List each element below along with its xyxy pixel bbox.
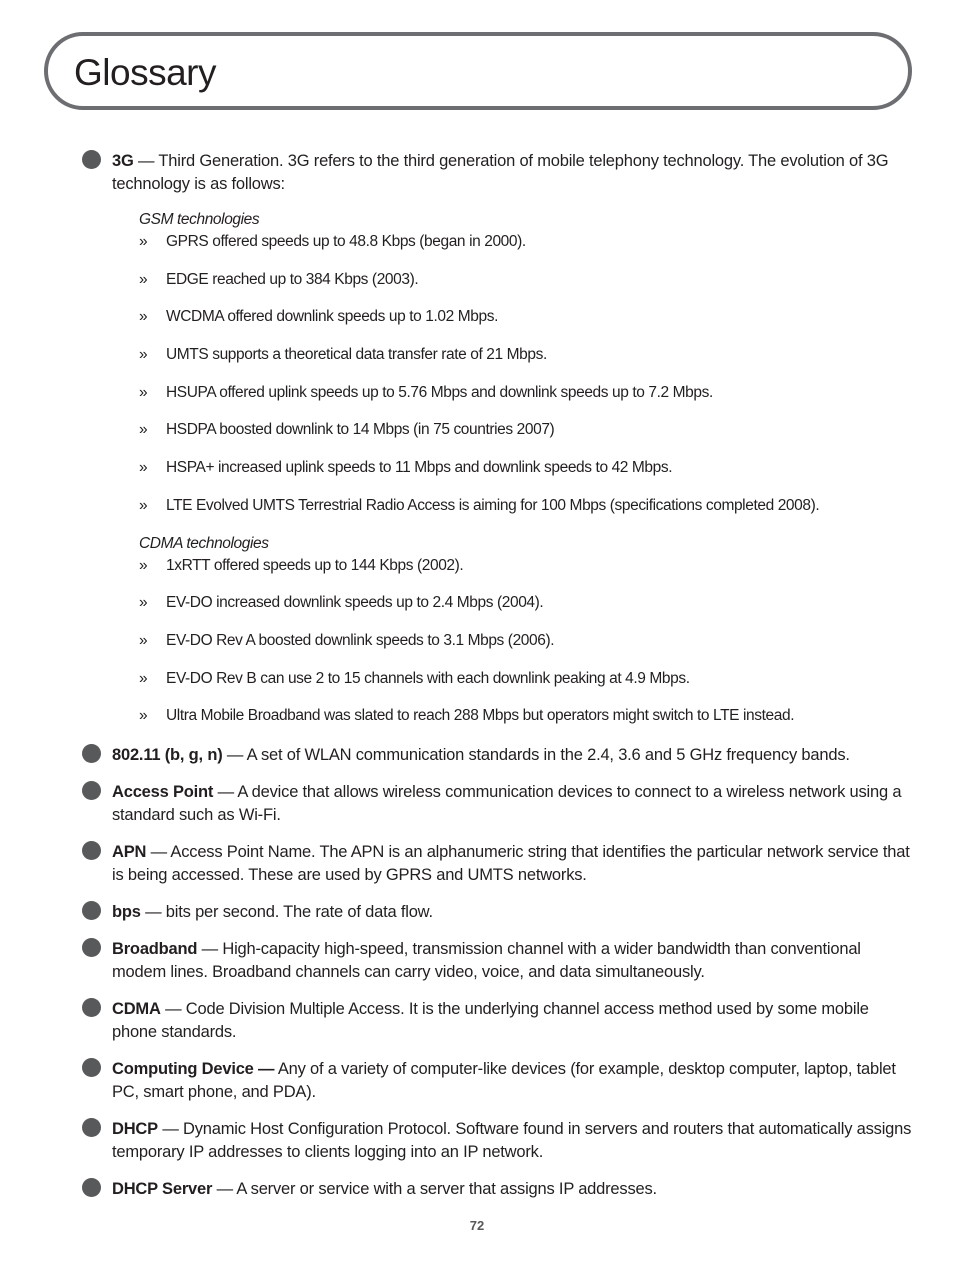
glossary-definition: — Code Division Multiple Access. It is the underlying channel access method used by some mobile phone standards. <box>112 999 869 1041</box>
bullet-icon <box>82 1178 101 1197</box>
glossary-definition: — A device that allows wireless communication devices to connect to a wireless network using a standard such as Wi-Fi. <box>112 782 902 824</box>
list-item-text: Ultra Mobile Broadband was slated to reach 288 Mbps but operators might switch to LTE instead. <box>166 707 795 725</box>
list-item <box>139 706 912 726</box>
glossary-entry-3g <box>82 150 912 726</box>
glossary-term: bps <box>112 902 141 921</box>
list-item <box>139 593 912 613</box>
glossary-term: APN <box>112 842 147 861</box>
list-item-text: UMTS supports a theoretical data transfer rate of 21 Mbps. <box>166 346 547 364</box>
list-item <box>139 556 912 576</box>
bullet-icon <box>82 938 101 957</box>
page-title: Glossary <box>74 52 216 93</box>
list-item-text: GPRS offered speeds up to 48.8 Kbps (began in 2000). <box>166 233 526 250</box>
list-item-text: HSUPA offered uplink speeds up to 5.76 Mbps and downlink speeds up to 7.2 Mbps. <box>166 383 713 401</box>
glossary-term: DHCP <box>112 1119 158 1138</box>
glossary-term: Broadband <box>112 939 198 958</box>
glossary-entry-cdma <box>82 998 912 1044</box>
arrow-marker-icon: » <box>139 270 148 288</box>
glossary-entry-access-point <box>82 781 912 827</box>
list-item <box>139 383 912 403</box>
glossary-definition: — A server or service with a server that assigns IP addresses. <box>212 1179 657 1198</box>
glossary-term: DHCP Server <box>112 1179 213 1198</box>
list-item-text: HSDPA boosted downlink to 14 Mbps (in 75 countries 2007) <box>166 421 555 439</box>
bullet-icon <box>82 744 101 763</box>
group-title: CDMA technologies <box>139 534 269 552</box>
arrow-marker-icon: » <box>139 383 148 401</box>
list-item-text: EDGE reached up to 384 Kbps (2003). <box>166 270 419 288</box>
arrow-marker-icon: » <box>139 631 148 649</box>
list-item <box>139 270 912 290</box>
list-item <box>139 232 912 252</box>
glossary-entry-computing-device <box>82 1058 912 1104</box>
list-item-text: HSPA+ increased uplink speeds to 11 Mbps and downlink speeds to 42 Mbps. <box>166 459 673 477</box>
bullet-icon <box>82 1118 101 1137</box>
arrow-marker-icon: » <box>139 421 148 439</box>
glossary-entry-bps <box>82 901 912 924</box>
list-item <box>139 307 912 327</box>
glossary-definition: — Third Generation. 3G refers to the third generation of mobile telephony technology. The evolution of 3G technology is as follows: <box>112 152 889 193</box>
list-item-text: EV-DO Rev A boosted downlink speeds to 3.1 Mbps (2006). <box>166 631 555 649</box>
glossary-entry-apn <box>82 841 912 887</box>
arrow-marker-icon: » <box>139 308 148 326</box>
bullet-icon <box>82 781 101 800</box>
page-header <box>44 32 912 110</box>
glossary-entry-80211 <box>82 744 912 767</box>
arrow-marker-icon: » <box>139 346 148 364</box>
arrow-marker-icon: » <box>139 556 148 574</box>
list-item-text: LTE Evolved UMTS Terrestrial Radio Access is aiming for 100 Mbps (specifications completed 2008). <box>166 496 820 514</box>
glossary-definition: — High-capacity high-speed, transmission channel with a wider bandwidth than conventional modem lines. Broadband channels can carry video, voice, and data simultaneously. <box>112 939 861 981</box>
glossary-definition: — A set of WLAN communication standards in the 2.4, 3.6 and 5 GHz frequency bands. <box>222 745 850 764</box>
list-item <box>139 420 912 440</box>
bullet-icon <box>82 841 101 860</box>
glossary-list <box>82 150 912 1215</box>
bullet-icon <box>82 901 101 920</box>
glossary-entry-dhcp <box>82 1118 912 1164</box>
list-item-text: WCDMA offered downlink speeds up to 1.02 Mbps. <box>166 308 498 326</box>
gsm-technologies-group <box>139 210 912 516</box>
page-number: 72 <box>469 1218 485 1233</box>
arrow-marker-icon: » <box>139 496 148 514</box>
glossary-entry-broadband <box>82 938 912 984</box>
list-item-text: EV-DO Rev B can use 2 to 15 channels with each downlink peaking at 4.9 Mbps. <box>166 669 690 687</box>
glossary-definition: — bits per second. The rate of data flow. <box>140 902 433 921</box>
glossary-term: Access Point <box>112 782 214 801</box>
bullet-icon <box>82 150 101 169</box>
glossary-term: 3G <box>112 152 134 170</box>
bullet-icon <box>82 1058 101 1077</box>
arrow-marker-icon: » <box>139 669 148 687</box>
glossary-definition: — Access Point Name. The APN is an alphanumeric string that identifies the particular network service that is being accessed. These are used by GPRS and UMTS networks. <box>112 842 910 884</box>
glossary-term: 802.11 (b, g, n) <box>112 745 223 764</box>
arrow-marker-icon: » <box>139 594 148 612</box>
list-item <box>139 345 912 365</box>
list-item <box>139 458 912 478</box>
arrow-marker-icon: » <box>139 233 148 250</box>
glossary-term: CDMA <box>112 999 161 1018</box>
list-item-text: EV-DO increased downlink speeds up to 2.4 Mbps (2004). <box>166 594 544 612</box>
list-item <box>139 669 912 689</box>
list-item <box>139 496 912 516</box>
group-title: GSM technologies <box>139 211 260 228</box>
cdma-technologies-group <box>139 534 912 727</box>
arrow-marker-icon: » <box>139 459 148 477</box>
bullet-icon <box>82 998 101 1017</box>
glossary-definition: Any of a variety of computer-like devices (for example, desktop computer, laptop, tablet PC, smart phone, and PDA). <box>112 1059 896 1101</box>
arrow-marker-icon: » <box>139 707 148 725</box>
glossary-definition: — Dynamic Host Configuration Protocol. Software found in servers and routers that automatically assigns temporary IP addresses to clients logging into an IP network. <box>112 1119 912 1161</box>
list-item-text: 1xRTT offered speeds up to 144 Kbps (2002). <box>166 556 464 574</box>
glossary-entry-dhcp-server <box>82 1178 912 1201</box>
list-item <box>139 631 912 651</box>
glossary-term: Computing Device — <box>112 1059 275 1078</box>
